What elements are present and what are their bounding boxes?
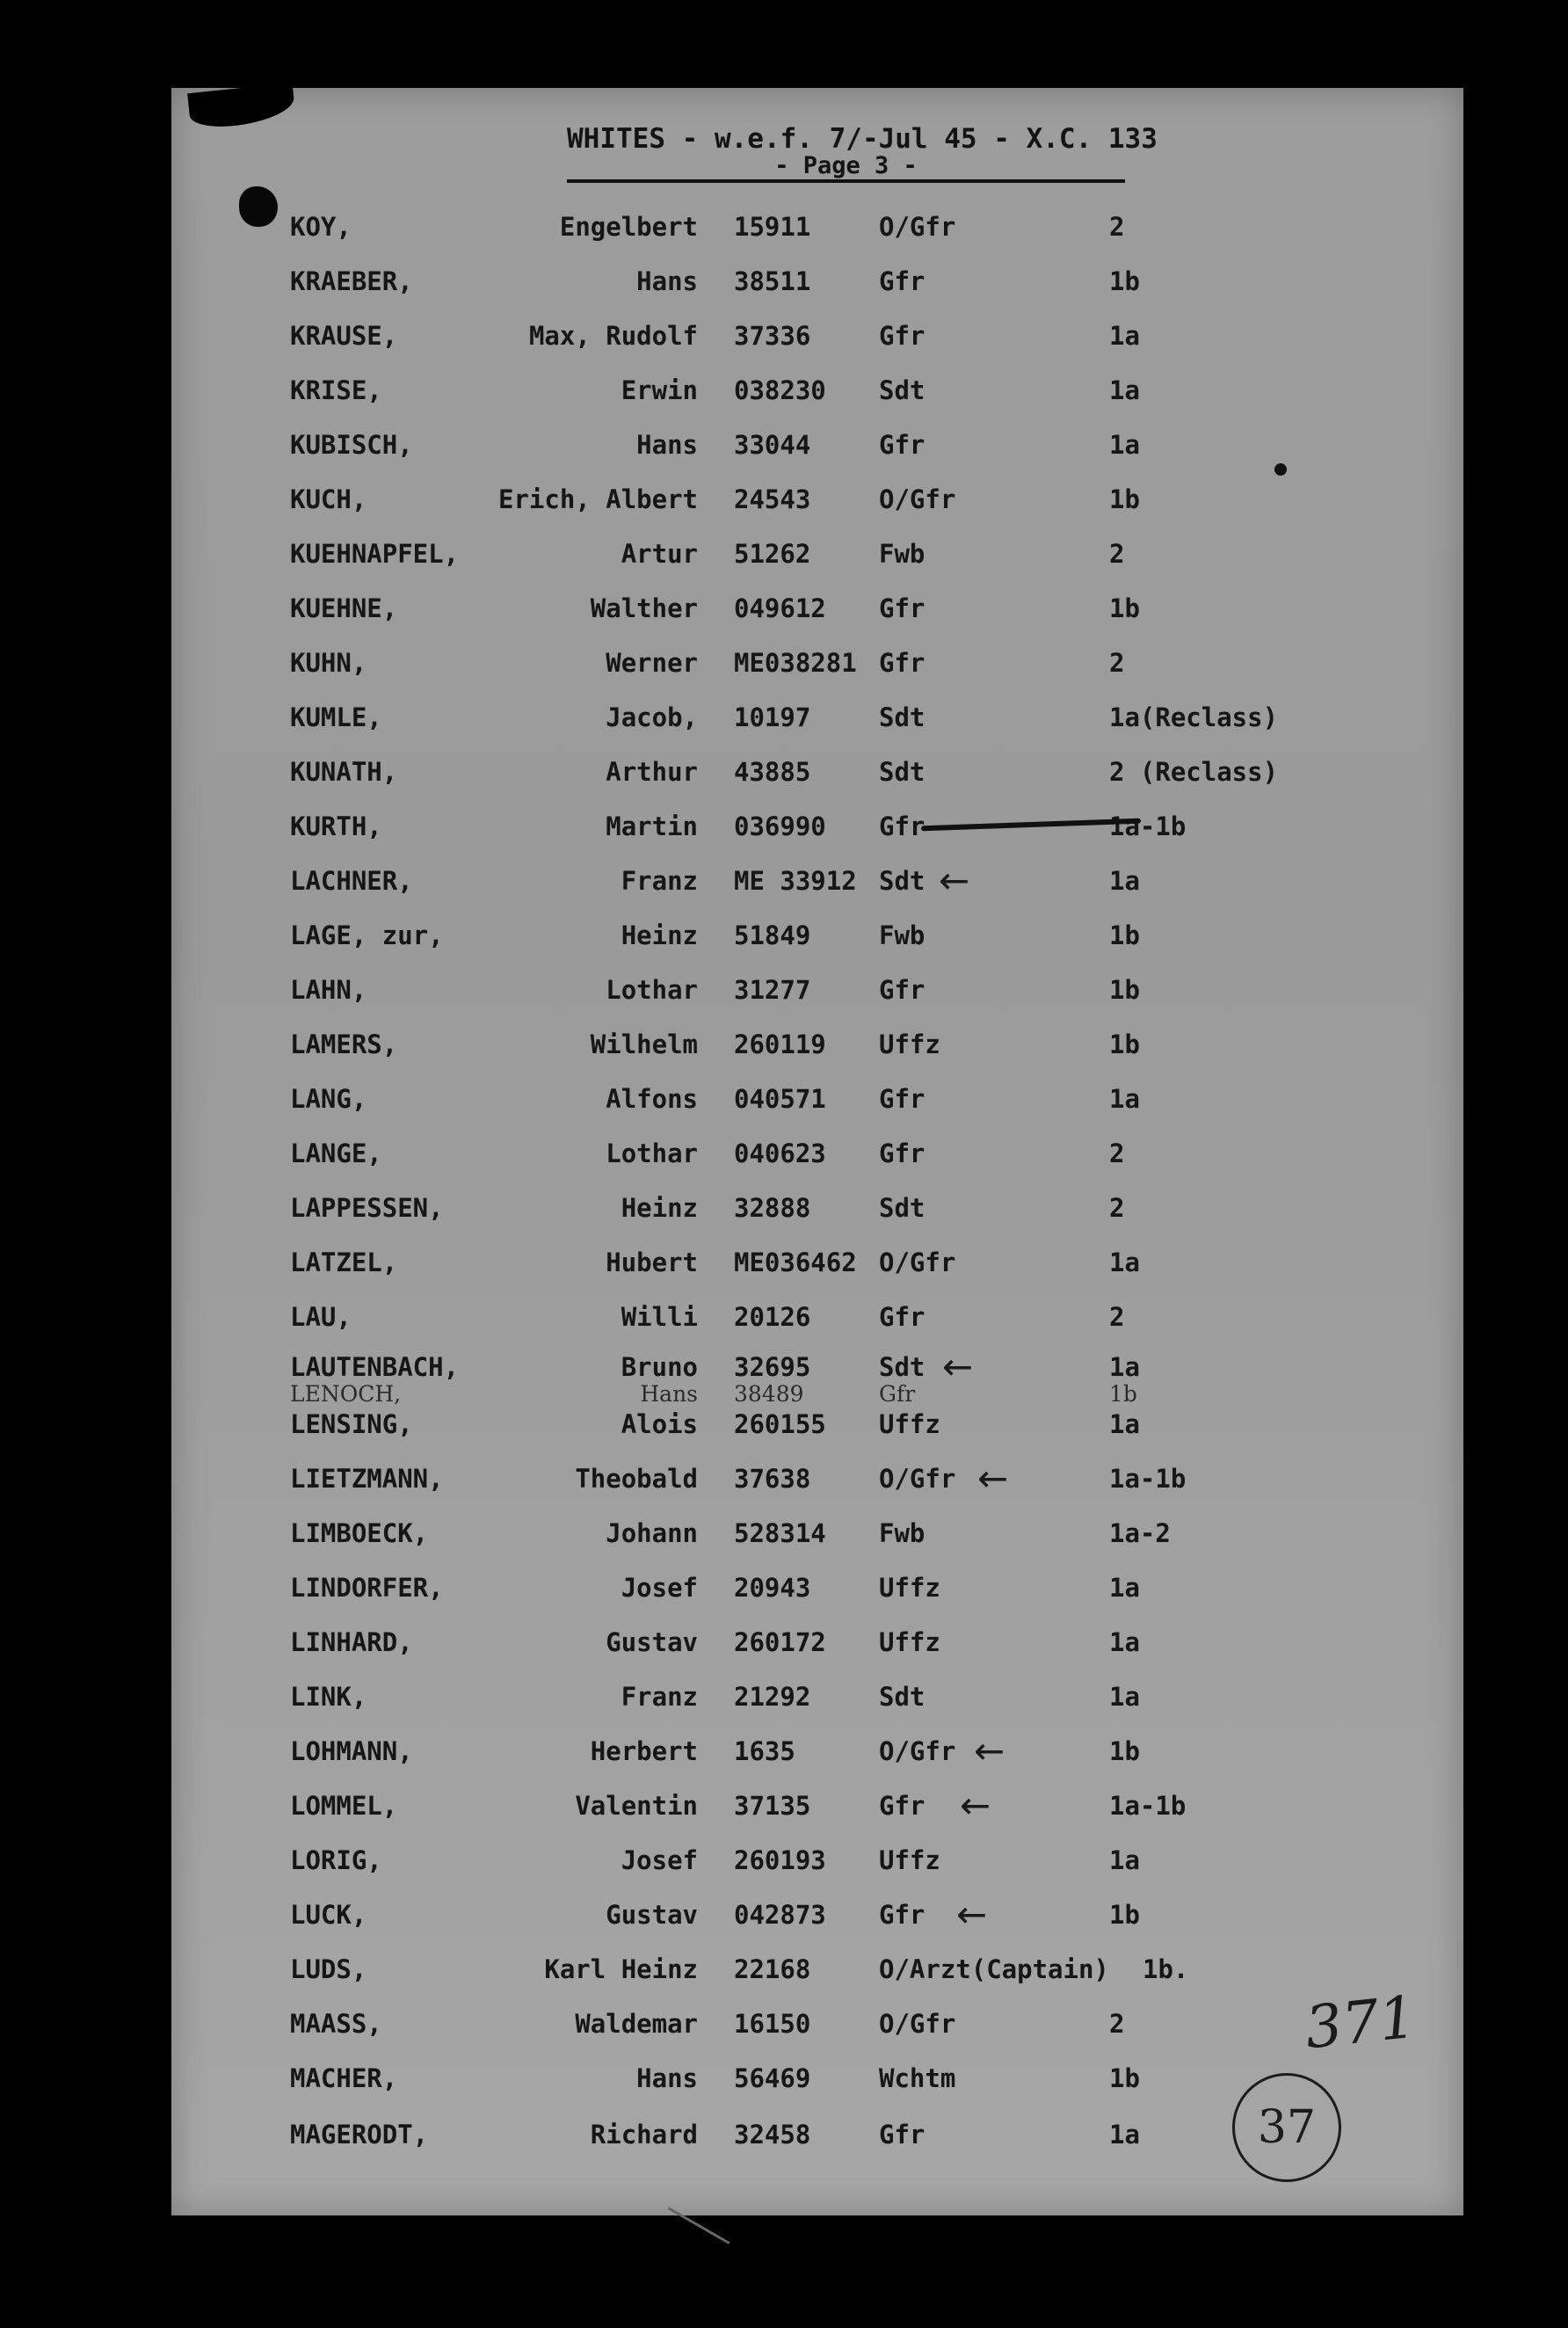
roster-row (0, 427, 1568, 462)
pow-number: 038230 (734, 375, 826, 405)
roster-row (0, 809, 1568, 844)
pow-number: 21292 (734, 1682, 811, 1712)
pow-number: 37638 (734, 1464, 811, 1494)
surname: LOHMANN, (290, 1736, 413, 1766)
given-name: Arthur (606, 757, 698, 787)
rank: Sdt (879, 1193, 926, 1223)
category: 1b (1109, 1381, 1137, 1407)
roster-row (0, 754, 1568, 789)
given-name: Valentin (575, 1791, 698, 1821)
given-name: Alois (621, 1409, 698, 1439)
rank: Sdt (879, 866, 926, 896)
rank: Gfr (879, 648, 926, 678)
given-name: Johann (606, 1518, 698, 1548)
rank: Gfr (879, 2120, 926, 2150)
pow-number: 040571 (734, 1084, 826, 1114)
given-name: Bruno (621, 1352, 698, 1382)
rank: Gfr (879, 266, 926, 296)
surname: LINHARD, (290, 1627, 413, 1657)
roster-row (0, 591, 1568, 626)
category: 2 (1109, 2009, 1125, 2039)
given-name: Waldemar (575, 2009, 698, 2039)
given-name: Walther (590, 593, 698, 623)
roster-row (0, 1407, 1568, 1442)
rank: Fwb (879, 920, 926, 950)
roster-row (0, 373, 1568, 408)
given-name: Engelbert (559, 212, 698, 242)
pow-number: 528314 (734, 1518, 826, 1548)
rank: Gfr (879, 1302, 926, 1332)
surname: MAASS, (290, 2009, 382, 2039)
surname: LAMERS, (290, 1029, 398, 1059)
category: 1a-1b (1109, 811, 1187, 841)
pow-number: 37135 (734, 1791, 811, 1821)
given-name: Richard (590, 2120, 698, 2150)
given-name: Hubert (606, 1248, 698, 1277)
given-name: Lothar (606, 975, 698, 1005)
pow-number: 56469 (734, 2063, 811, 2093)
given-name: Karl Heinz (544, 1954, 698, 1984)
arrow-mark-icon: ← (974, 1729, 1005, 1772)
given-name: Wilhelm (590, 1029, 698, 1059)
surname: LANGE, (290, 1139, 382, 1168)
category: 1a (1109, 2120, 1140, 2150)
pow-number: 32458 (734, 2120, 811, 2150)
rank: Wchtm (879, 2063, 956, 2093)
given-name: Werner (606, 648, 698, 678)
category: 1a (1109, 321, 1140, 351)
given-name: Lothar (606, 1139, 698, 1168)
rank: O/Gfr (879, 1464, 956, 1494)
pow-number: 260193 (734, 1845, 826, 1875)
given-name: Franz (621, 1682, 698, 1712)
surname: LAUTENBACH, (290, 1352, 460, 1382)
roster-row (0, 1893, 1568, 1936)
category: 1b (1109, 593, 1140, 623)
pow-number: 260172 (734, 1627, 826, 1657)
surname: LIMBOECK, (290, 1518, 429, 1548)
surname: KUEHNE, (290, 593, 398, 623)
rank: Uffz (879, 1845, 940, 1875)
category: 2 (Reclass) (1109, 757, 1279, 787)
given-name: Alfons (606, 1084, 698, 1114)
arrow-mark-icon: ← (939, 859, 970, 902)
pow-number: 38489 (734, 1381, 804, 1407)
category: 2 (1109, 212, 1125, 242)
arrow-mark-icon: ← (977, 1457, 1009, 1500)
surname: LINDORFER, (290, 1573, 444, 1603)
given-name: Hans (636, 2063, 698, 2093)
surname: LORIG, (290, 1845, 382, 1875)
given-name: Hans (636, 430, 698, 460)
rank: Gfr (879, 321, 926, 351)
roster-row (0, 2061, 1568, 2096)
pow-number: 040623 (734, 1139, 826, 1168)
given-name: Heinz (621, 920, 698, 950)
category: 1a (1109, 1352, 1140, 1382)
surname: KUNATH, (290, 757, 398, 787)
category: 1b (1109, 1900, 1140, 1930)
given-name: Josef (621, 1845, 698, 1875)
surname: LATZEL, (290, 1248, 398, 1277)
roster-row (0, 1729, 1568, 1772)
roster-row (0, 645, 1568, 680)
rank: Fwb (879, 1518, 926, 1548)
surname: LAHN, (290, 975, 367, 1005)
given-name: Artur (621, 539, 698, 569)
ink-dot (1274, 463, 1287, 476)
surname: KURTH, (290, 811, 382, 841)
category: 2 (1109, 1302, 1125, 1332)
given-name: Erwin (621, 375, 698, 405)
category: 1a (1109, 1682, 1140, 1712)
pow-number: 036990 (734, 811, 826, 841)
category: 1b. (1143, 1954, 1189, 1984)
surname: KUBISCH, (290, 430, 413, 460)
roster-row (0, 918, 1568, 953)
category: 1b (1109, 484, 1140, 514)
category: 1b (1109, 920, 1140, 950)
pow-number: 049612 (734, 593, 826, 623)
rank: Gfr (879, 1791, 926, 1821)
rank: Uffz (879, 1029, 940, 1059)
category: 1a (1109, 1573, 1140, 1603)
pow-number: 042873 (734, 1900, 826, 1930)
given-name: Max, Rudolf (528, 321, 698, 351)
surname: LUDS, (290, 1954, 367, 1984)
category: 2 (1109, 539, 1125, 569)
pow-number: 51262 (734, 539, 811, 569)
category: 1a (1109, 1845, 1140, 1875)
rank: Uffz (879, 1573, 940, 1603)
category: 2 (1109, 1193, 1125, 1223)
roster-row (0, 1190, 1568, 1226)
given-name: Josef (621, 1573, 698, 1603)
surname: KUEHNAPFEL, (290, 539, 460, 569)
given-name: Gustav (606, 1900, 698, 1930)
roster-row (0, 1457, 1568, 1500)
roster-row-inserted (0, 1381, 1568, 1408)
arrow-mark-icon: ← (956, 1893, 988, 1936)
pow-number: 22168 (734, 1954, 811, 1984)
given-name: Gustav (606, 1627, 698, 1657)
roster-row (0, 1299, 1568, 1335)
pow-number: ME038281 (734, 648, 857, 678)
arrow-mark-icon: ← (942, 1345, 974, 1388)
roster-row (0, 1245, 1568, 1280)
document-header (567, 123, 1158, 183)
rank: O/Arzt(Captain) (879, 1954, 1109, 1984)
roster-row (0, 536, 1568, 571)
roster-row (0, 1952, 1568, 1987)
pow-number: 43885 (734, 757, 811, 787)
given-name: Martin (606, 811, 698, 841)
given-name: Erich, Albert (498, 484, 698, 514)
rank: Uffz (879, 1627, 940, 1657)
surname: KRAUSE, (290, 321, 398, 351)
pow-number: 260119 (734, 1029, 826, 1059)
rank: Gfr (879, 1381, 916, 1407)
given-name: Hans (640, 1381, 698, 1407)
roster-row (0, 1570, 1568, 1605)
category: 1b (1109, 1736, 1140, 1766)
roster-row (0, 1784, 1568, 1827)
rank: Sdt (879, 1682, 926, 1712)
roster-row (0, 1625, 1568, 1660)
rank: O/Gfr (879, 1736, 956, 1766)
given-name: Herbert (590, 1736, 698, 1766)
pow-number: 20126 (734, 1302, 811, 1332)
pow-number: 1635 (734, 1736, 795, 1766)
category: 1a-1b (1109, 1791, 1187, 1821)
pow-number: 31277 (734, 975, 811, 1005)
surname: MAGERODT, (290, 2120, 429, 2150)
category: 2 (1109, 1139, 1125, 1168)
roster-row (0, 318, 1568, 353)
pow-number: 32695 (734, 1352, 811, 1382)
rank: Fwb (879, 539, 926, 569)
rank: Gfr (879, 1900, 926, 1930)
category: 1a (1109, 430, 1140, 460)
surname: LENOCH, (290, 1381, 402, 1407)
surname: LINK, (290, 1682, 367, 1712)
pow-number: 10197 (734, 702, 811, 732)
category: 1a-1b (1109, 1464, 1187, 1494)
given-name: Jacob, (606, 702, 698, 732)
roster-row (0, 482, 1568, 517)
roster-row (0, 209, 1568, 244)
category: 1a (1109, 1248, 1140, 1277)
pow-number: ME036462 (734, 1248, 857, 1277)
pow-number: 24543 (734, 484, 811, 514)
category: 1a (1109, 1084, 1140, 1114)
arrow-mark-icon: ← (960, 1784, 991, 1827)
category: 1b (1109, 266, 1140, 296)
roster-row (0, 1516, 1568, 1551)
rank: Gfr (879, 593, 926, 623)
pow-number: 15911 (734, 212, 811, 242)
given-name: Heinz (621, 1193, 698, 1223)
surname: LENSING, (290, 1409, 413, 1439)
surname: LOMMEL, (290, 1791, 398, 1821)
roster-row (0, 264, 1568, 299)
header-underline (567, 179, 1125, 183)
roster-row (0, 1679, 1568, 1714)
rank: Gfr (879, 1139, 926, 1168)
surname: MACHER, (290, 2063, 398, 2093)
document-title: WHITES - w.e.f. 7/-Jul 45 - X.C. 133 (567, 123, 1158, 155)
roster-row (0, 700, 1568, 735)
surname: KUMLE, (290, 702, 382, 732)
pow-number: 51849 (734, 920, 811, 950)
surname: KOY, (290, 212, 352, 242)
pow-number: 260155 (734, 1409, 826, 1439)
rank: Sdt (879, 702, 926, 732)
roster-row (0, 859, 1568, 902)
surname: LAGE, zur, (290, 920, 444, 950)
roster-row (0, 1136, 1568, 1171)
surname: KRISE, (290, 375, 382, 405)
surname: LAU, (290, 1302, 352, 1332)
rank: O/Gfr (879, 1248, 956, 1277)
given-name: Theobald (575, 1464, 698, 1494)
rank: O/Gfr (879, 484, 956, 514)
surname: LACHNER, (290, 866, 413, 896)
rank: Gfr (879, 1084, 926, 1114)
pow-number: 33044 (734, 430, 811, 460)
rank: Sdt (879, 757, 926, 787)
pow-number: 20943 (734, 1573, 811, 1603)
roster-row (0, 972, 1568, 1008)
rank: Gfr (879, 975, 926, 1005)
pow-number: 16150 (734, 2009, 811, 2039)
page-number: - Page 3 - (774, 152, 918, 179)
given-name: Willi (621, 1302, 698, 1332)
category: 1a(Reclass) (1109, 702, 1279, 732)
category: 1b (1109, 2063, 1140, 2093)
pow-number: 32888 (734, 1193, 811, 1223)
surname: LIETZMANN, (290, 1464, 444, 1494)
category: 1a-2 (1109, 1518, 1171, 1548)
surname: KUHN, (290, 648, 367, 678)
surname: LANG, (290, 1084, 367, 1114)
pow-number: 38511 (734, 266, 811, 296)
category: 1a (1109, 866, 1140, 896)
roster-row (0, 1843, 1568, 1878)
roster-row (0, 1081, 1568, 1117)
rank: O/Gfr (879, 212, 956, 242)
rank: O/Gfr (879, 2009, 956, 2039)
surname: KRAEBER, (290, 266, 413, 296)
given-name: Hans (636, 266, 698, 296)
surname: LAPPESSEN, (290, 1193, 444, 1223)
rank: Gfr (879, 430, 926, 460)
category: 1b (1109, 975, 1140, 1005)
rank: Gfr (879, 811, 926, 841)
category: 1a (1109, 375, 1140, 405)
category: 1a (1109, 1409, 1140, 1439)
category: 1a (1109, 1627, 1140, 1657)
rank: Sdt (879, 1352, 926, 1382)
roster-row (0, 1027, 1568, 1062)
rank: Uffz (879, 1409, 940, 1439)
rank: Sdt (879, 375, 926, 405)
category: 1b (1109, 1029, 1140, 1059)
pow-number: 37336 (734, 321, 811, 351)
surname: KUCH, (290, 484, 367, 514)
handwritten-page-number: 371 (1302, 1982, 1419, 2062)
given-name: Franz (621, 866, 698, 896)
circled-stamp-number: 37 (1232, 2073, 1341, 2182)
pow-number: ME 33912 (734, 866, 857, 896)
roster-row (0, 1345, 1568, 1388)
category: 2 (1109, 648, 1125, 678)
surname: LUCK, (290, 1900, 367, 1930)
